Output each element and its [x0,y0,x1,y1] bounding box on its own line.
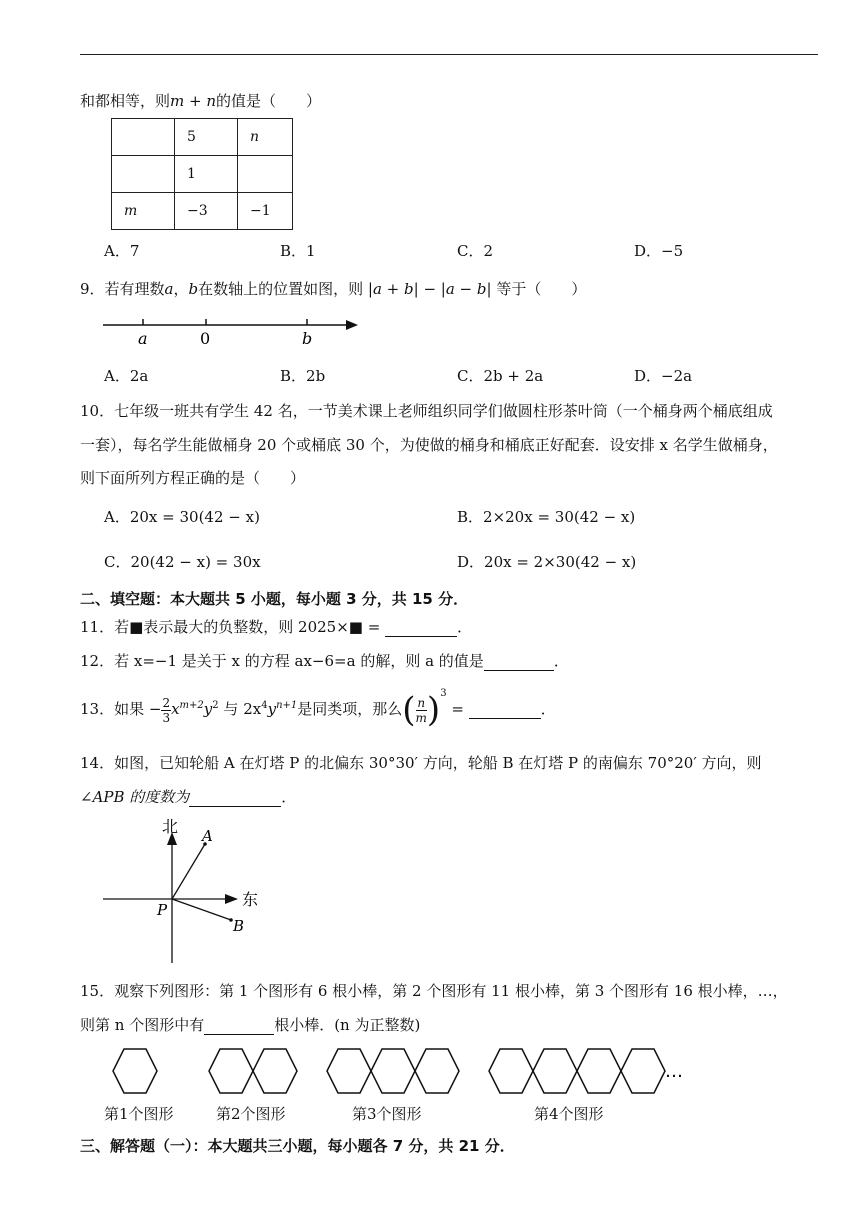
q13-equals: = [451,700,464,718]
table-row [112,193,293,230]
q11-answer-blank[interactable] [385,618,457,637]
q13-text-c: 是同类项，那么 [297,700,403,718]
q8-stem [80,90,321,111]
q9-option-c[interactable]: C．2b + 2a [457,367,544,385]
arrowhead-icon [346,320,358,330]
q12-end: ． [553,652,569,670]
q8-option-d[interactable]: D．−5 [634,242,684,260]
q13-end: ． [540,700,556,718]
q9-option-b[interactable]: B．2b [280,367,326,385]
table-row [112,156,293,193]
q8-text-b: 的值是（ ） [216,92,322,110]
section-3-heading: 三、解答题（一）：本大题共三小题，每小题各 7 分，共 21 分． [80,1137,515,1155]
q13-text-b: 与 2x [223,700,262,718]
q13-term2-y: y [267,700,277,718]
hexagon-shape [253,1049,297,1093]
ray-pb [172,899,231,920]
magic-square-table [111,118,293,230]
table-cell [112,156,175,193]
label-a: A [202,827,213,845]
left-paren-icon: ( [402,690,416,730]
label-p: P [157,901,168,919]
q15-answer-blank[interactable] [204,1016,274,1035]
q12-text: 12．若 x=−1 是关于 x 的方程 ax−6=a 的解，则 a 的值是 [80,652,484,670]
q13-stem [80,688,556,730]
q9-text-c: 等于（ ） [496,280,587,298]
q14-answer-blank[interactable] [189,788,281,807]
q10-line-1: 10．七年级一班共有学生 42 名，一节美术课上老师组织同学们做圆柱形茶叶筒（一个桶身两个桶底组成 [80,402,773,420]
q9-stem [80,278,586,299]
hexagon-shape [327,1049,371,1093]
hexagon-shape [113,1049,157,1093]
q13-fraction [161,696,171,725]
q13-frac-den: 3 [162,710,171,725]
hexagon-shape [577,1049,621,1093]
table-cell: 1 [175,156,238,193]
table-cell: m [112,193,175,230]
q8-option-c[interactable]: C．2 [457,242,494,260]
q8-text-a: 和都相等，则 [80,92,171,110]
q15-line-1: 15．观察下列图形：第 1 个图形有 6 根小棒，第 2 个图形有 11 根小棒，第 3 个图形有 16 根小棒，…， [80,982,788,1000]
caption-figure-4: 第4个图形 [534,1105,604,1123]
header-rule [80,54,818,55]
number-line-figure [100,312,365,348]
q14-text: ∠APB 的度数为 [80,788,190,806]
table-cell: 5 [175,119,238,156]
q13-frac2-den: m [415,710,427,725]
east-label: 东 [242,890,259,909]
q10-option-c[interactable]: C．20(42 − x) = 30x [104,553,261,571]
q10-line-2: 一套），每名学生能做桶身 20 个或桶底 30 个，为使做的桶身和桶底正好配套．设安排 x 名学生做桶身， [80,436,778,454]
q13-term1-exp: m+2 [179,700,204,711]
table-cell: −1 [238,193,293,230]
hexagon-shape [371,1049,415,1093]
q9-var-b: b [188,280,199,298]
q9-text-b: 在数轴上的位置如图，则 [198,280,364,298]
q13-term1-y-exp: 2 [212,700,219,711]
table-cell [112,119,175,156]
hexagon-shape [489,1049,533,1093]
hexagon-shape [209,1049,253,1093]
q15-text-a: 则第 n 个图形中有 [80,1016,205,1034]
q10-option-b[interactable]: B．2×20x = 30(42 − x) [457,508,636,526]
table-cell: n [238,119,293,156]
ray-pa [172,844,205,899]
q10-line-3: 则下面所列方程正确的是（ ） [80,469,306,487]
q13-power: 3 [440,688,447,699]
hexagon-shape [621,1049,665,1093]
axis-label-b: b [302,329,313,348]
q9-option-a[interactable]: A．2a [104,367,149,385]
q13-term1-y: y [203,700,213,718]
q10-option-d[interactable]: D．20x = 2×30(42 − x) [457,553,637,571]
caption-figure-3: 第3个图形 [352,1105,422,1123]
q13-term1: x [171,700,180,718]
q11-end: ． [457,618,473,636]
q8-option-a[interactable]: A．7 [104,242,140,260]
north-label: 北 [162,817,179,836]
q14-end: ． [281,788,297,806]
q13-frac-num: 2 [162,695,171,710]
q11-stem [80,616,472,637]
label-b: B [233,917,245,935]
ellipsis-label: … [665,1061,683,1082]
q10-option-a[interactable]: A．20x = 30(42 − x) [104,508,260,526]
caption-figure-2: 第2个图形 [216,1105,286,1123]
q13-term2-y-exp: n+1 [276,700,298,711]
q9-expr: |a + b| − |a − b| [367,280,492,298]
hexagon-pattern-figure [100,1045,700,1100]
q8-option-b[interactable]: B．1 [280,242,316,260]
right-paren-icon: ) [426,690,441,730]
axis-label-a: a [138,329,148,348]
q9-option-d[interactable]: D．−2a [634,367,693,385]
east-arrow-icon [225,894,238,904]
q12-answer-blank[interactable] [484,652,554,671]
q9-var-a: a [164,280,174,298]
caption-figure-1: 第1个图形 [104,1105,174,1123]
q8-expr: m + n [170,92,217,110]
q9-sep: ， [173,280,189,298]
q9-text-a: 9．若有理数 [80,280,165,298]
table-cell [238,156,293,193]
q13-term2-exp: 4 [261,700,268,711]
q14-line-1: 14．如图，已知轮船 A 在灯塔 P 的北偏东 30°30′ 方向，轮船 B 在灯塔 P 的南偏东 70°20′ 方向，则 [80,754,762,772]
section-2-heading: 二、填空题：本大题共 5 小题，每小题 3 分，共 15 分． [80,590,469,608]
q13-text-a: 13．如果 − [80,700,162,718]
table-cell: −3 [175,193,238,230]
bearing-figure [100,815,265,965]
q15-text-b: 根小棒．(n 为正整数) [274,1016,421,1034]
q13-answer-blank[interactable] [469,700,541,719]
axis-label-zero: 0 [200,329,211,348]
q13-fraction-nm [416,696,427,725]
q11-text: 11．若■表示最大的负整数，则 2025×■ = [80,618,381,636]
q14-line-2 [80,786,296,807]
hexagon-shape [533,1049,577,1093]
q13-frac2-num: n [417,695,426,710]
q15-line-2 [80,1014,420,1035]
hexagon-shape [415,1049,459,1093]
q12-stem [80,650,569,671]
table-row [112,119,293,156]
